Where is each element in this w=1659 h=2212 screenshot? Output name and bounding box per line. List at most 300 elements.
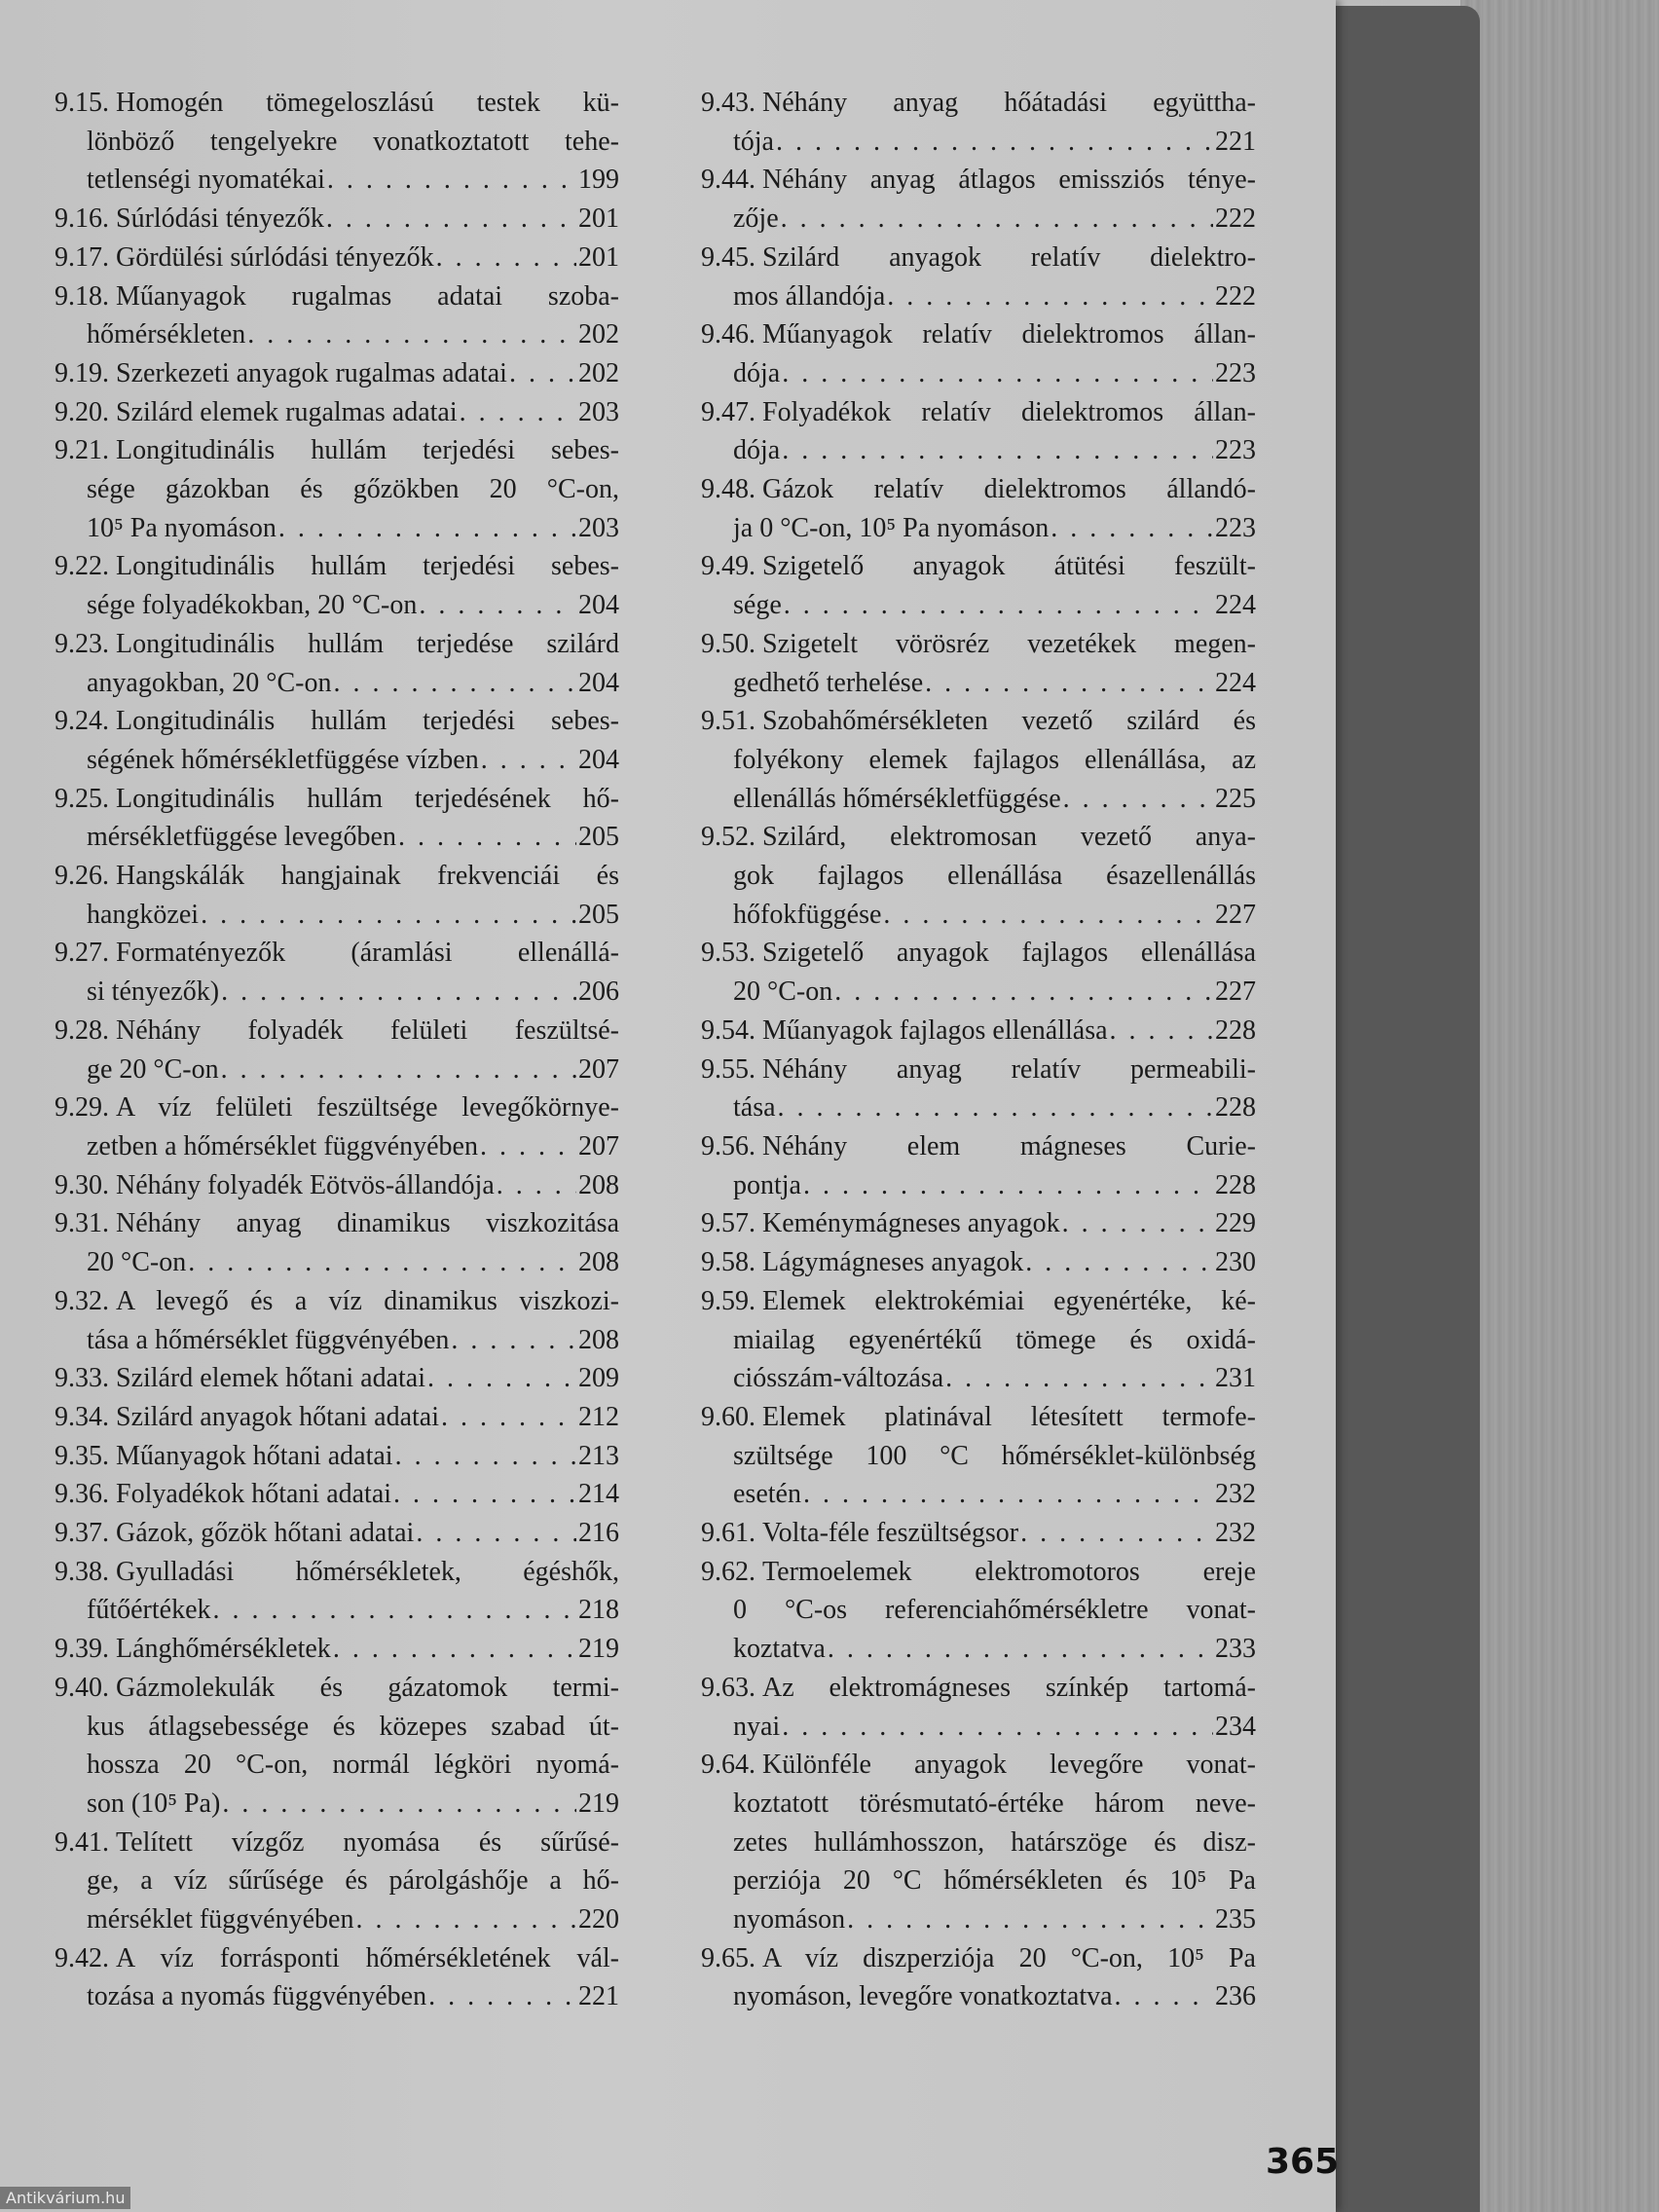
- toc-entry-title: [87, 1900, 353, 1939]
- toc-entry-line: [55, 1746, 619, 1785]
- toc-entry-text: hangközei: [87, 899, 200, 930]
- toc-entry-number: 9.64.: [701, 1750, 756, 1781]
- toc-entry-line: [701, 161, 1256, 200]
- toc-page-ref: 228: [1215, 1092, 1256, 1124]
- toc-entry-line: [701, 1088, 1256, 1127]
- toc-entry-text: Formatényezők (áramlási ellenállá-: [116, 938, 619, 969]
- toc-entry-text: ge 20 °C-on: [87, 1053, 219, 1085]
- toc-entry-text: Longitudinális hullám terjedésének hő-: [116, 783, 619, 814]
- toc-entry: [701, 1669, 1256, 1746]
- toc-entry-text: Folyadékok relatív dielektromos állan-: [762, 396, 1256, 427]
- toc-entry-line: [55, 509, 619, 548]
- toc-entry-text: Szerkezeti anyagok rugalmas adatai: [116, 357, 507, 388]
- toc-entry-number: 9.53.: [701, 938, 756, 969]
- toc-entry: [701, 239, 1256, 315]
- toc-entry-number: 9.50.: [701, 628, 756, 659]
- toc-entry-text: Szilárd elemek hőtani adatai: [116, 1363, 425, 1394]
- toc-entry: [55, 1204, 619, 1281]
- toc-entry: [55, 1630, 619, 1669]
- toc-entry-text: A víz forrásponti hőmérsékletének vál-: [116, 1942, 619, 1973]
- dot-leader: [419, 586, 576, 625]
- toc-entry-line: [55, 1012, 619, 1051]
- toc-entry-title: [733, 1708, 780, 1747]
- toc-entry-line: [55, 1204, 619, 1243]
- toc-entry-line: [701, 741, 1256, 780]
- toc-entry-number: 9.58.: [701, 1247, 756, 1278]
- toc-entry-number: 9.57.: [701, 1208, 756, 1239]
- toc-entry-number: 9.29.: [55, 1092, 109, 1124]
- toc-entry-text: kus átlagsebessége és közepes szabad út-: [87, 1711, 619, 1742]
- toc-entry-number: 9.43.: [701, 88, 756, 118]
- toc-entry: [55, 934, 619, 1011]
- toc-entry-number: 9.17.: [55, 241, 109, 273]
- toc-page-ref: 224: [1215, 590, 1256, 621]
- toc-entry-title: [87, 586, 417, 625]
- toc-entry-text: Szigetelő anyagok átütési feszült-: [762, 551, 1256, 582]
- toc-entry-text: Gördülési súrlódási tényezők: [116, 241, 434, 273]
- toc-page-ref: 220: [578, 1904, 619, 1936]
- toc-entry-text: tása: [733, 1092, 776, 1124]
- toc-entry-text: hőfokfüggése: [733, 899, 882, 930]
- toc-page-ref: 223: [1215, 357, 1256, 388]
- toc-entry-number: 9.39.: [55, 1634, 109, 1665]
- toc-entry: [55, 1166, 619, 1205]
- toc-entry-line: [701, 1939, 1256, 1978]
- toc-entry: [701, 1243, 1256, 1282]
- toc-entry-title: [87, 741, 479, 780]
- toc-entry-line: [55, 393, 619, 432]
- toc-entry-text: mérsékletfüggése levegőben: [87, 822, 396, 853]
- toc-page-ref: 230: [1215, 1247, 1256, 1278]
- toc-entry-line: [701, 1630, 1256, 1669]
- toc-entry-line: [701, 1127, 1256, 1166]
- toc-entry-line: [701, 1359, 1256, 1398]
- toc-entry-number: 9.44.: [701, 165, 756, 196]
- toc-entry-text: tozása a nyomás függvényében: [87, 1981, 427, 2012]
- dot-leader: [221, 973, 576, 1012]
- toc-entry-line: [701, 1243, 1256, 1282]
- toc-page-ref: 202: [578, 319, 619, 350]
- toc-page-ref: 231: [1215, 1363, 1256, 1394]
- toc-entry: [55, 1398, 619, 1437]
- toc-entry-text: Termoelemek elektromotoros ereje: [762, 1556, 1256, 1587]
- toc-entry-text: sége gázokban és gőzökben 20 °C-on,: [87, 474, 619, 505]
- toc-entry-line: [55, 973, 619, 1012]
- toc-entry-title: [87, 1243, 186, 1282]
- toc-column-left: [55, 84, 619, 2016]
- dot-leader: [416, 1514, 576, 1553]
- toc-entry: [55, 547, 619, 624]
- toc-page-ref: 205: [578, 822, 619, 853]
- dot-leader: [847, 1900, 1213, 1939]
- toc-entry-text: nyomáson, levegőre vonatkoztatva: [733, 1981, 1113, 2012]
- toc-entry: [701, 393, 1256, 470]
- toc-entry-line: [55, 1321, 619, 1360]
- toc-entry-text: Volta-féle feszültségsor: [762, 1518, 1019, 1549]
- toc-page-ref: 203: [578, 512, 619, 543]
- toc-entry-line: [55, 239, 619, 277]
- toc-entry-number: 9.42.: [55, 1942, 109, 1973]
- toc-entry-title: [87, 1051, 219, 1089]
- toc-entry-title: [87, 1127, 478, 1166]
- toc-entry-text: Longitudinális hullám terjedési sebes-: [116, 706, 619, 737]
- dot-leader: [436, 239, 576, 277]
- toc-entry-text: szültsége 100 °C hőmérséklet-különbség: [733, 1440, 1256, 1471]
- toc-entry-line: [55, 702, 619, 741]
- toc-entry-line: [55, 200, 619, 239]
- toc-entry-number: 9.59.: [701, 1285, 756, 1316]
- dot-leader: [1025, 1243, 1213, 1282]
- toc-entry: [701, 702, 1256, 818]
- toc-page-ref: 205: [578, 899, 619, 930]
- toc-entry: [55, 702, 619, 779]
- toc-entry: [701, 1204, 1256, 1243]
- toc-entry-title: [733, 354, 780, 393]
- toc-entry-line: [701, 200, 1256, 239]
- toc-entry-line: [55, 1359, 619, 1398]
- toc-entry-text: Különféle anyagok levegőre vonat-: [762, 1750, 1256, 1781]
- toc-entry-text: gok fajlagos ellenállása ésazellenállás: [733, 861, 1256, 892]
- toc-page-ref: 201: [578, 203, 619, 235]
- toc-entry-number: 9.47.: [701, 396, 756, 427]
- toc-page-ref: 216: [578, 1518, 619, 1549]
- toc-entry-title: [87, 1321, 449, 1360]
- toc-entry-line: [701, 625, 1256, 664]
- dot-leader: [781, 200, 1213, 239]
- toc-page-ref: 223: [1215, 512, 1256, 543]
- toc-entry-number: 9.35.: [55, 1440, 109, 1471]
- dot-leader: [784, 586, 1213, 625]
- toc-entry-line: [701, 1166, 1256, 1205]
- toc-entry-number: 9.48.: [701, 474, 756, 505]
- dot-leader: [834, 973, 1213, 1012]
- toc-entry-title: [55, 200, 324, 239]
- toc-entry-line: [55, 431, 619, 470]
- toc-entry-line: [701, 1514, 1256, 1553]
- toc-page-ref: 204: [578, 744, 619, 775]
- toc-entry-title: [733, 586, 782, 625]
- toc-page-ref: 209: [578, 1363, 619, 1394]
- toc-entry-text: zetben a hőmérséklet függvényében: [87, 1130, 478, 1161]
- toc-entry-line: [55, 1591, 619, 1630]
- toc-page-ref: 204: [578, 667, 619, 698]
- toc-entry-text: Folyadékok hőtani adatai: [116, 1479, 392, 1510]
- toc-entry-number: 9.62.: [701, 1556, 756, 1587]
- toc-entry-line: [701, 470, 1256, 509]
- toc-entry-title: [733, 1900, 845, 1939]
- toc-entry-text: hossza 20 °C-on, normál légköri nyomá-: [87, 1750, 619, 1781]
- toc-page-ref: 232: [1215, 1479, 1256, 1510]
- toc-page-ref: 213: [578, 1440, 619, 1471]
- toc-entry-text: Gázok relatív dielektromos állandó-: [762, 474, 1256, 505]
- toc-entry-number: 9.51.: [701, 706, 756, 737]
- toc-entry: [701, 934, 1256, 1011]
- toc-page-ref: 199: [578, 165, 619, 196]
- toc-entry-number: 9.19.: [55, 357, 109, 388]
- page-number: 365: [1266, 2142, 1340, 2182]
- toc-entry-line: [701, 1746, 1256, 1785]
- toc-entry-title: [55, 1166, 495, 1205]
- dot-leader: [333, 664, 576, 703]
- toc-entry-title: [55, 239, 434, 277]
- toc-entry-line: [701, 1669, 1256, 1708]
- toc-entry-text: hőmérsékleten: [87, 319, 246, 350]
- toc-entry-line: [55, 1939, 619, 1978]
- toc-entry: [55, 1553, 619, 1630]
- toc-entry-number: 9.33.: [55, 1363, 109, 1394]
- dot-leader: [213, 1591, 577, 1630]
- toc-entry: [701, 625, 1256, 702]
- toc-entry-text: Gázok, gőzök hőtani adatai: [116, 1518, 415, 1549]
- toc-entry-title: [55, 1398, 439, 1437]
- toc-entry-line: [55, 857, 619, 896]
- toc-entry-number: 9.25.: [55, 783, 109, 814]
- toc-entry-title: [701, 1514, 1018, 1553]
- toc-entry-title: [87, 664, 331, 703]
- toc-entry-number: 9.55.: [701, 1053, 756, 1085]
- toc-entry-line: [55, 741, 619, 780]
- toc-entry-text: ja 0 °C-on, 10⁵ Pa nyomáson: [733, 512, 1050, 543]
- toc-entry-title: [55, 1437, 393, 1476]
- toc-entry-text: Telített vízgőz nyomása és sűrűsé-: [116, 1826, 619, 1858]
- toc-entry-text: dója: [733, 435, 781, 466]
- toc-page-ref: 223: [1215, 435, 1256, 466]
- toc-entry-text: tása a hőmérséklet függvényében: [87, 1324, 450, 1355]
- toc-entry: [701, 84, 1256, 161]
- toc-entry-line: [701, 123, 1256, 162]
- toc-entry-number: 9.65.: [701, 1942, 756, 1973]
- dot-leader: [776, 123, 1213, 162]
- toc-entry-text: A levegő és a víz dinamikus viszkozi-: [116, 1285, 619, 1316]
- toc-entry-number: 9.28.: [55, 1014, 109, 1046]
- toc-page-ref: 222: [1215, 280, 1256, 312]
- toc-entry: [55, 1088, 619, 1165]
- dot-leader: [333, 1630, 576, 1669]
- toc-entry-line: [701, 1785, 1256, 1824]
- toc-entry-line: [701, 857, 1256, 896]
- toc-entry-title: [733, 896, 881, 935]
- toc-entry-text: nyai: [733, 1711, 781, 1742]
- toc-entry-text: anyagokban, 20 °C-on: [87, 667, 332, 698]
- dot-leader: [188, 1243, 576, 1282]
- toc-entry-line: [55, 547, 619, 586]
- toc-entry-line: [701, 277, 1256, 316]
- toc-entry-title: [55, 1630, 331, 1669]
- dot-leader: [945, 1359, 1213, 1398]
- toc-page-ref: 227: [1215, 899, 1256, 930]
- toc-entry: [55, 1824, 619, 1939]
- toc-entry-number: 9.63.: [701, 1672, 756, 1703]
- toc-page-ref: 234: [1215, 1711, 1256, 1742]
- toc-entry-text: Néhány folyadék Eötvös-állandója: [116, 1169, 495, 1200]
- toc-page-ref: 221: [1215, 126, 1256, 157]
- toc-page-ref: 208: [578, 1247, 619, 1278]
- dot-leader: [441, 1398, 576, 1437]
- toc-entry-text: si tényezők): [87, 977, 220, 1008]
- toc-entry: [55, 393, 619, 432]
- toc-entry: [701, 315, 1256, 392]
- toc-page-ref: 224: [1215, 667, 1256, 698]
- toc-entry-line: [701, 1900, 1256, 1939]
- toc-entry-number: 9.52.: [701, 822, 756, 853]
- toc-entry-title: [55, 354, 507, 393]
- toc-entry-text: fűtőértékek: [87, 1595, 211, 1626]
- toc-entry: [55, 431, 619, 547]
- toc-entry-number: 9.60.: [701, 1401, 756, 1432]
- toc-entry: [55, 1475, 619, 1514]
- toc-entry: [701, 1514, 1256, 1553]
- dot-leader: [481, 741, 576, 780]
- toc-entry-line: [701, 547, 1256, 586]
- toc-entry-number: 9.21.: [55, 435, 109, 466]
- toc-entry: [55, 1359, 619, 1398]
- toc-entry-text: Homogén tömegeloszlású testek kü-: [116, 88, 619, 118]
- toc-entry-line: [55, 1398, 619, 1437]
- toc-entry-text: 10⁵ Pa nyomáson: [87, 512, 276, 543]
- toc-entry-title: [733, 123, 774, 162]
- toc-entry-title: [87, 973, 219, 1012]
- toc-entry-line: [55, 1900, 619, 1939]
- toc-page-ref: 206: [578, 977, 619, 1008]
- toc-entry-text: miailag egyenértékű tömege és oxidá-: [733, 1324, 1256, 1355]
- toc-entry-text: zetes hullámhosszon, határszöge és disz-: [733, 1826, 1256, 1858]
- toc-entry-text: ségének hőmérsékletfüggése vízben: [87, 744, 479, 775]
- toc-page-ref: 222: [1215, 203, 1256, 235]
- toc-entry-text: Néhány anyag dinamikus viszkozitása: [116, 1208, 619, 1239]
- toc-entry: [55, 1669, 619, 1824]
- toc-entry: [701, 1746, 1256, 1939]
- toc-entry-line: [701, 84, 1256, 123]
- toc-entry: [55, 277, 619, 354]
- toc-entry-title: [87, 818, 396, 857]
- toc-entry-title: [733, 1475, 801, 1514]
- toc-entry-line: [701, 1398, 1256, 1437]
- toc-entry: [55, 84, 619, 200]
- toc-entry-line: [701, 1051, 1256, 1089]
- toc-entry-title: [55, 1514, 414, 1553]
- toc-entry-text: Szilárd anyagok hőtani adatai: [116, 1401, 439, 1432]
- toc-entry-number: 9.30.: [55, 1169, 109, 1200]
- toc-entry: [701, 1012, 1256, 1051]
- toc-entry-text: 20 °C-on: [733, 977, 833, 1008]
- toc-entry-line: [55, 161, 619, 200]
- toc-entry-title: [733, 1166, 801, 1205]
- toc-entry-line: [701, 1437, 1256, 1476]
- toc-entry-number: 9.34.: [55, 1401, 109, 1432]
- toc-entry-number: 9.49.: [701, 551, 756, 582]
- toc-entry-text: Néhány elem mágneses Curie-: [762, 1130, 1256, 1161]
- toc-entry-title: [733, 664, 923, 703]
- toc-entry-line: [701, 509, 1256, 548]
- toc-entry-text: son (10⁵ Pa): [87, 1788, 221, 1819]
- toc-entry-line: [55, 1862, 619, 1900]
- toc-entry: [701, 1051, 1256, 1127]
- toc-entry-line: [701, 1204, 1256, 1243]
- toc-entry-text: Néhány anyag átlagos emissziós ténye-: [762, 165, 1256, 196]
- toc-entry-number: 9.22.: [55, 551, 109, 582]
- toc-entry: [701, 1398, 1256, 1514]
- toc-entry-title: [733, 1088, 776, 1127]
- toc-entry-line: [701, 780, 1256, 819]
- toc-entry-text: Gázmolekulák és gázatomok termi-: [116, 1672, 619, 1703]
- toc-page-ref: 219: [578, 1788, 619, 1819]
- toc-entry-number: 9.46.: [701, 319, 756, 350]
- dot-leader: [480, 1127, 576, 1166]
- dot-leader: [398, 818, 576, 857]
- toc-entry-text: Szigetelt vörösréz vezetékek megen-: [762, 628, 1256, 659]
- toc-entry-number: 9.32.: [55, 1285, 109, 1316]
- toc-entry-text: Keménymágneses anyagok: [762, 1208, 1060, 1239]
- toc-entry-title: [733, 431, 780, 470]
- toc-entry-text: Szilárd, elektromosan vezető anya-: [762, 822, 1256, 853]
- dot-leader: [395, 1437, 576, 1476]
- toc-entry-text: mos állandója: [733, 280, 886, 312]
- toc-entry-text: tója: [733, 126, 774, 157]
- dot-leader: [1062, 1204, 1213, 1243]
- toc-page-ref: 235: [1215, 1904, 1256, 1936]
- toc-page-ref: 233: [1215, 1634, 1256, 1665]
- toc-entry-title: [701, 1012, 1108, 1051]
- dot-leader: [460, 393, 576, 432]
- toc-page-ref: 228: [1215, 1169, 1256, 1200]
- toc-entry-line: [701, 239, 1256, 277]
- toc-entry-line: [55, 586, 619, 625]
- toc-entry-number: 9.31.: [55, 1208, 109, 1239]
- toc-entry-line: [55, 1166, 619, 1205]
- dot-leader: [427, 1359, 576, 1398]
- toc-page-ref: 227: [1215, 977, 1256, 1008]
- toc-entry-text: koztatva: [733, 1634, 826, 1665]
- toc-entry-number: 9.54.: [701, 1014, 756, 1046]
- toc-entry-title: [701, 1204, 1060, 1243]
- toc-entry-title: [55, 1359, 425, 1398]
- toc-entry: [55, 1012, 619, 1088]
- dot-leader: [355, 1900, 576, 1939]
- toc-entry-text: Néhány anyag hőátadási együttha-: [762, 88, 1256, 118]
- toc-entry-line: [55, 664, 619, 703]
- toc-entry-line: [701, 702, 1256, 741]
- toc-entry-text: tetlenségi nyomatékai: [87, 165, 325, 196]
- toc-entry: [55, 354, 619, 393]
- toc-page-ref: 201: [578, 241, 619, 273]
- dot-leader: [883, 896, 1213, 935]
- toc-entry-text: folyékony elemek fajlagos ellenállása, az: [733, 744, 1256, 775]
- toc-entry: [55, 200, 619, 239]
- toc-entry-text: dója: [733, 357, 781, 388]
- toc-entry-line: [55, 1088, 619, 1127]
- toc-entry-number: 9.18.: [55, 280, 109, 312]
- dot-leader: [222, 1785, 576, 1824]
- toc-entry-text: koztatott törésmutató-értéke három neve-: [733, 1788, 1256, 1819]
- toc-entry-text: mérséklet függvényében: [87, 1904, 354, 1936]
- dot-leader: [1020, 1514, 1213, 1553]
- toc-page-ref: 232: [1215, 1518, 1256, 1549]
- toc-entry-number: 9.20.: [55, 396, 109, 427]
- toc-entry-text: nyomáson: [733, 1904, 846, 1936]
- toc-entry-line: [55, 1514, 619, 1553]
- toc-entry-title: [733, 1359, 943, 1398]
- toc-entry-line: [55, 470, 619, 509]
- dot-leader: [278, 509, 576, 548]
- toc-entry: [701, 1553, 1256, 1669]
- dot-leader: [1051, 509, 1213, 548]
- toc-entry-title: [733, 509, 1049, 548]
- dot-leader: [778, 1088, 1213, 1127]
- toc-entry-text: Az elektromágneses színkép tartomá-: [762, 1672, 1256, 1703]
- toc-entry-line: [701, 431, 1256, 470]
- toc-entry-text: Néhány anyag relatív permeabili-: [762, 1053, 1256, 1085]
- toc-entry-text: Gyulladási hőmérsékletek, égéshők,: [116, 1556, 619, 1587]
